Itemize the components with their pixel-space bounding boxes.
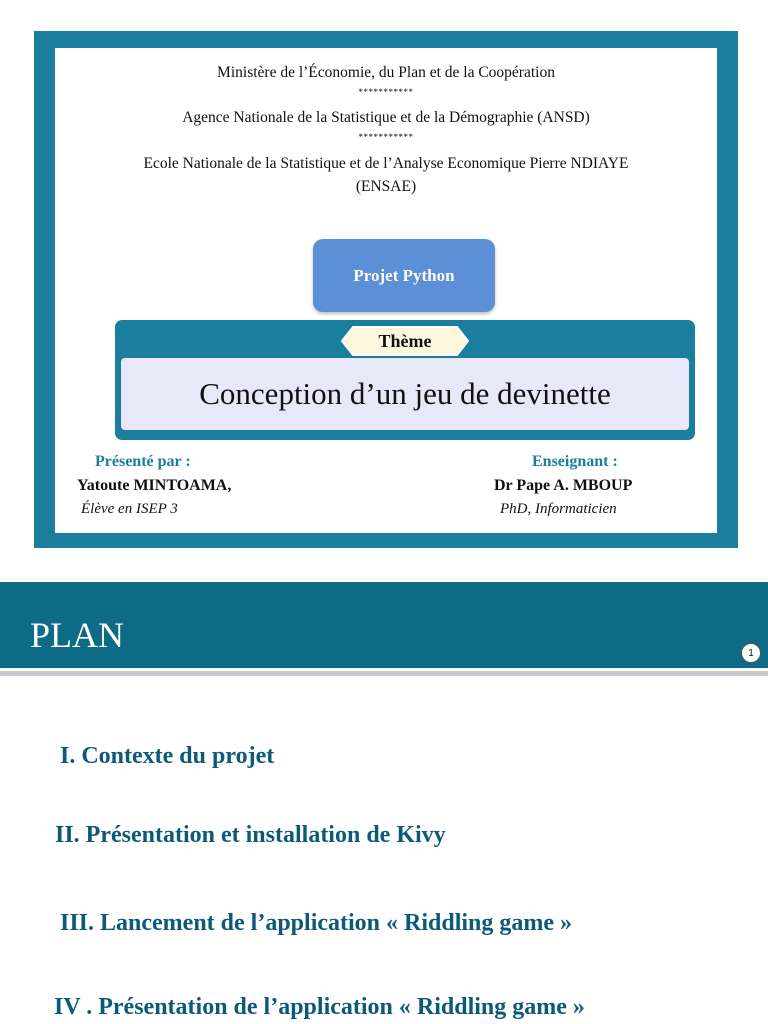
institution-ensae-abbr: (ENSAE) — [355, 178, 417, 195]
presenter-name: Yatoute MINTOAMA, — [77, 477, 232, 494]
project-label-box: Projet Python — [313, 239, 495, 312]
title-slide-content — [55, 48, 717, 533]
header-divider — [0, 671, 768, 676]
theme-tag — [341, 326, 469, 356]
theme-title-box — [121, 358, 689, 430]
plan-item-3: III. Lancement de l’application « Riddling game » — [60, 910, 573, 936]
theme-panel — [115, 320, 695, 440]
title-slide-frame — [34, 31, 738, 548]
institution-ministry: Ministère de l’Économie, du Plan et de la Coopération — [217, 64, 555, 81]
presenter-label: Présenté par : — [95, 453, 191, 470]
institution-ensae: Ecole Nationale de la Statistique et de l’Analyse Economique Pierre NDIAYE — [143, 155, 629, 172]
teacher-role: PhD, Informaticien — [500, 501, 617, 517]
presenter-role: Élève en ISEP 3 — [81, 501, 178, 517]
separator-stars: *********** — [358, 132, 414, 142]
institution-ansd: Agence Nationale de la Statistique et de la Démographie (ANSD) — [182, 109, 590, 126]
separator-stars: *********** — [358, 87, 414, 97]
teacher-name: Dr Pape A. MBOUP — [494, 477, 633, 494]
theme-tag-label: Thème — [378, 330, 432, 351]
page-number-badge: 1 — [741, 643, 761, 663]
teacher-label: Enseignant : — [532, 453, 618, 470]
theme-title: Conception d’un jeu de devinette — [199, 376, 611, 411]
plan-item-4: IV . Présentation de l’application « Riddling game » — [54, 994, 585, 1020]
plan-item-2: II. Présentation et installation de Kivy — [55, 822, 446, 848]
plan-title: PLAN — [30, 615, 125, 655]
plan-header-bar — [0, 582, 768, 668]
plan-item-1: I. Contexte du projet — [60, 743, 275, 769]
